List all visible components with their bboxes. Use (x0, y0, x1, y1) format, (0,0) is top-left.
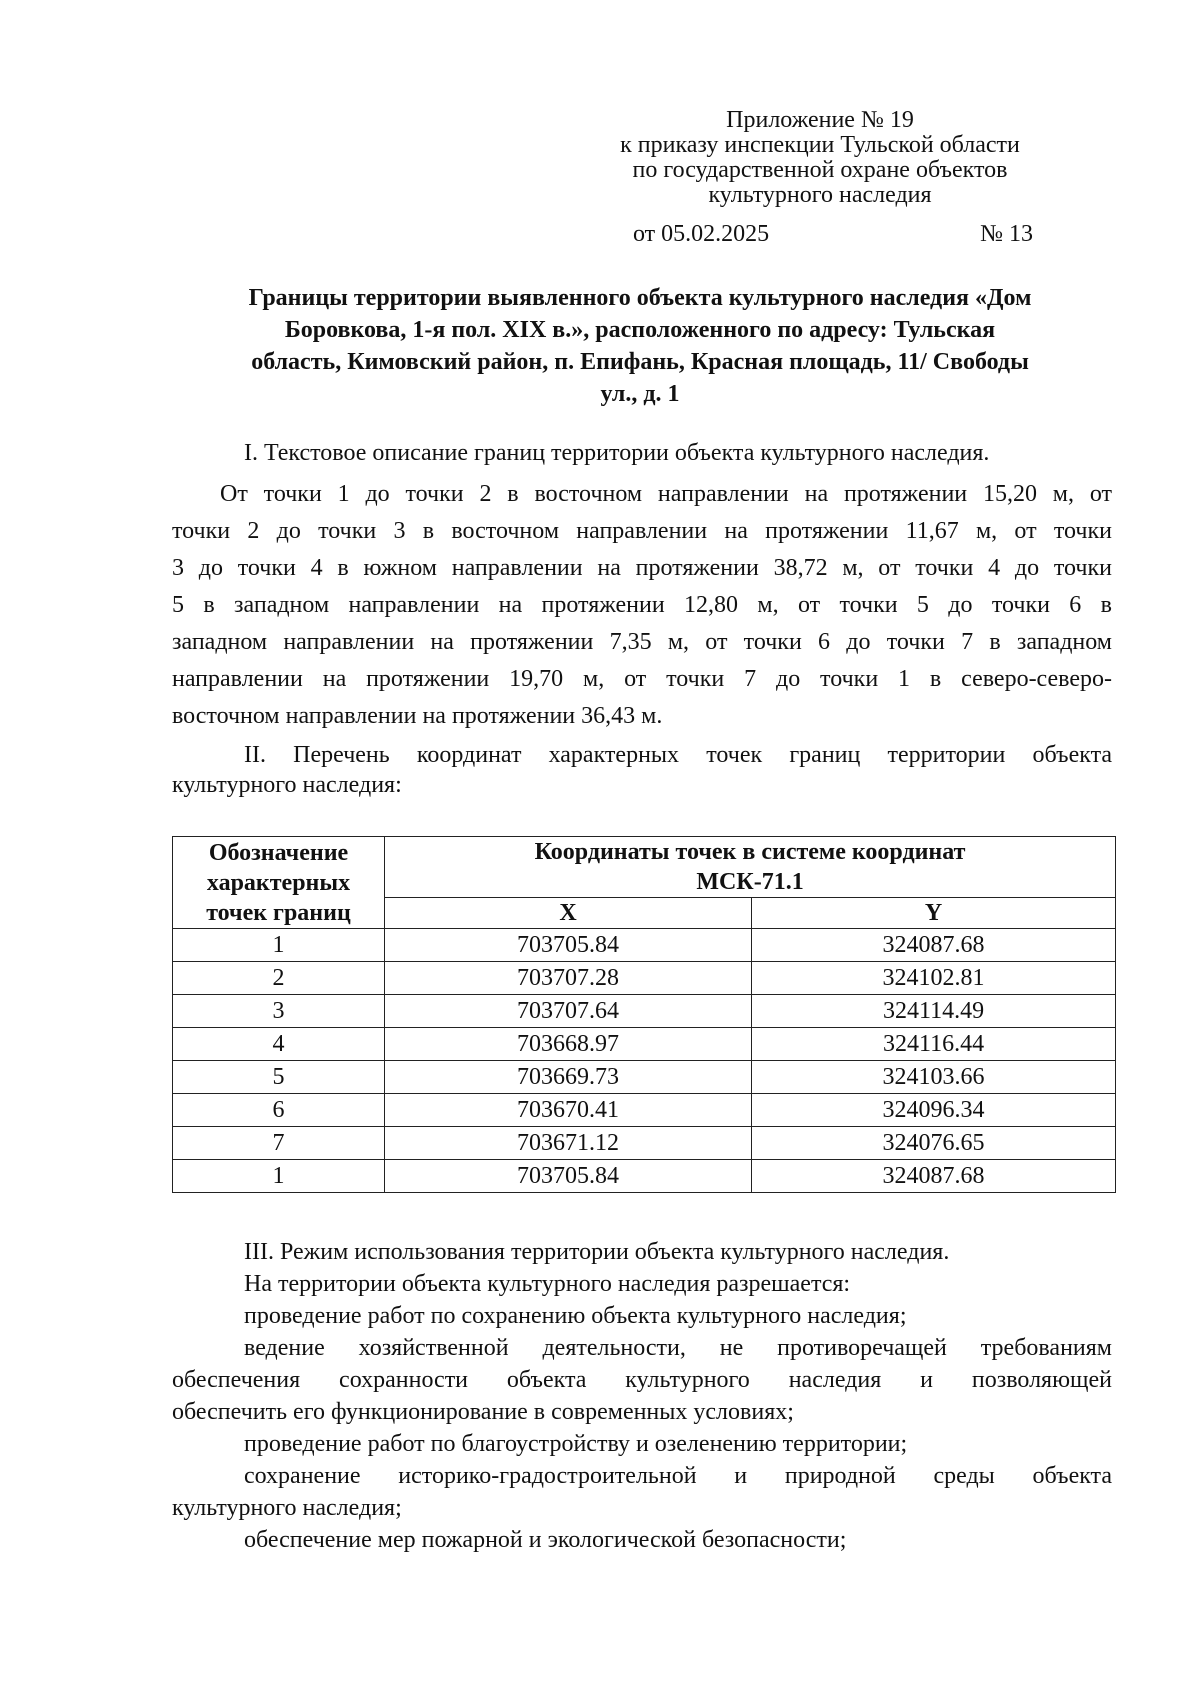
coordinates-table (172, 836, 1116, 1193)
title-line: Боровкова, 1-я пол. XIX в.», расположенного по адресу: Тульская (284, 317, 996, 343)
permitted-item: ведение хозяйственной деятельности, не противоречащей требованиям (244, 1335, 1112, 1361)
y-cell: 324087.68 (752, 1160, 1116, 1193)
paragraph-line: западном направлении на протяжении 7,35 м, от точки 6 до точки 7 в западном (172, 629, 1112, 655)
point-cell: 1 (173, 1160, 385, 1193)
permitted-item-cont: культурного наследия; (172, 1495, 402, 1521)
permitted-item: обеспечение мер пожарной и экологической безопасности; (244, 1527, 847, 1553)
table-row (173, 1061, 1116, 1094)
x-cell: 703670.41 (385, 1094, 752, 1127)
section1-heading: I. Текстовое описание границ территории объекта культурного наследия. (244, 440, 990, 466)
title-line: Границы территории выявленного объекта культурного наследия «Дом (248, 285, 1032, 311)
appendix-number: Приложение № 19 (726, 107, 914, 133)
paragraph-line: культурного наследия: (172, 772, 402, 798)
appendix-order-ref: по государственной охране объектов (632, 157, 1008, 183)
point-cell: 4 (173, 1028, 385, 1061)
y-cell: 324076.65 (752, 1127, 1116, 1160)
section3-intro: На территории объекта культурного наследия разрешается: (244, 1271, 851, 1297)
x-cell: 703705.84 (385, 1160, 752, 1193)
paragraph-line: II. Перечень координат характерных точек границ территории объекта (244, 742, 1112, 768)
section2-text (172, 740, 1112, 800)
y-cell: 324116.44 (752, 1028, 1116, 1061)
appendix-order-ref: культурного наследия (708, 182, 932, 208)
point-cell: 3 (173, 995, 385, 1028)
title-line: ул., д. 1 (600, 381, 680, 407)
x-cell: 703669.73 (385, 1061, 752, 1094)
table-row (173, 995, 1116, 1028)
x-cell: 703668.97 (385, 1028, 752, 1061)
order-date: от 05.02.2025 (633, 221, 770, 247)
y-cell: 324114.49 (752, 995, 1116, 1028)
y-cell: 324096.34 (752, 1094, 1116, 1127)
title-line: область, Кимовский район, п. Епифань, Красная площадь, 11/ Свободы (251, 349, 1029, 375)
x-header: X (385, 898, 752, 929)
x-cell: 703705.84 (385, 929, 752, 962)
permitted-item: сохранение историко-градостроительной и природной среды объекта (244, 1463, 1112, 1489)
x-cell: 703707.64 (385, 995, 752, 1028)
paragraph-line: точки 2 до точки 3 в восточном направлении на протяжении 11,67 м, от точки (172, 518, 1112, 544)
point-cell: 2 (173, 962, 385, 995)
order-date-number (633, 220, 1033, 248)
point-cell: 6 (173, 1094, 385, 1127)
table-row (173, 1127, 1116, 1160)
x-cell: 703671.12 (385, 1127, 752, 1160)
appendix-header (560, 108, 1080, 208)
point-cell: 5 (173, 1061, 385, 1094)
y-header: Y (752, 898, 1116, 929)
table-row (173, 962, 1116, 995)
y-cell: 324102.81 (752, 962, 1116, 995)
table-row (173, 1094, 1116, 1127)
coordinate-system-header: Координаты точек в системе координат МСК-71.1 (385, 837, 1116, 898)
point-cell: 7 (173, 1127, 385, 1160)
permitted-item-cont: обеспечить его функционирование в современных условиях; (172, 1399, 794, 1425)
paragraph-line: 3 до точки 4 в южном направлении на протяжении 38,72 м, от точки 4 до точки (172, 555, 1112, 581)
y-cell: 324103.66 (752, 1061, 1116, 1094)
permitted-item-cont: обеспечения сохранности объекта культурного наследия и позволяющей (172, 1367, 1112, 1393)
x-cell: 703707.28 (385, 962, 752, 995)
document-title (170, 282, 1110, 410)
point-label-header: Обозначение характерных точек границ (173, 837, 385, 929)
section3-heading: III. Режим использования территории объекта культурного наследия. (244, 1239, 950, 1265)
section1-text (172, 476, 1112, 735)
section3-text (172, 1236, 1112, 1556)
y-cell: 324087.68 (752, 929, 1116, 962)
order-number: № 13 (980, 221, 1033, 247)
permitted-item: проведение работ по сохранению объекта культурного наследия; (244, 1303, 907, 1329)
table-row (173, 929, 1116, 962)
table-row (173, 1028, 1116, 1061)
paragraph-line: 5 в западном направлении на протяжении 12,80 м, от точки 5 до точки 6 в (172, 592, 1112, 618)
permitted-item: проведение работ по благоустройству и озеленению территории; (244, 1431, 908, 1457)
table-row (173, 1160, 1116, 1193)
point-cell: 1 (173, 929, 385, 962)
paragraph-line: От точки 1 до точки 2 в восточном направлении на протяжении 15,20 м, от (220, 481, 1112, 507)
appendix-order-ref: к приказу инспекции Тульской области (620, 132, 1020, 158)
paragraph-line: направлении на протяжении 19,70 м, от точки 7 до точки 1 в северо-северо- (172, 666, 1112, 692)
paragraph-line: восточном направлении на протяжении 36,43 м. (172, 703, 663, 729)
